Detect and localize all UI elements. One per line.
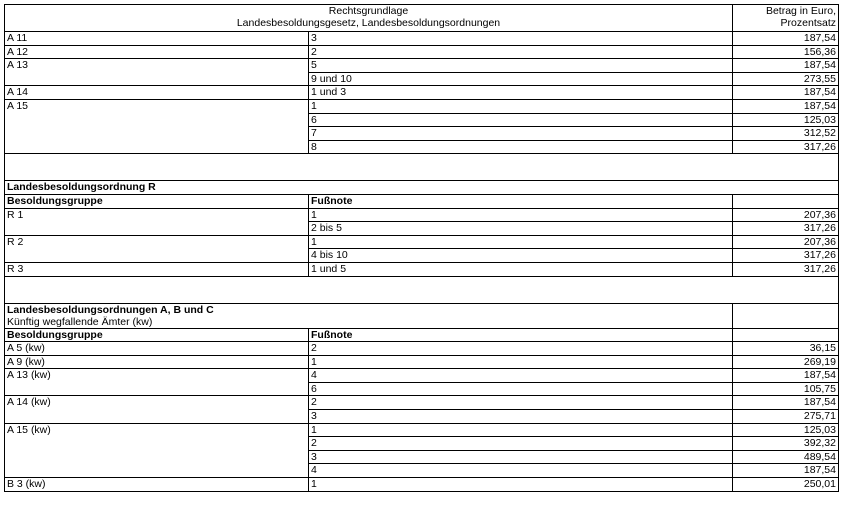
note-cell: 4 xyxy=(309,464,733,478)
amount-header-line2: Prozentsatz xyxy=(780,17,836,29)
col-header-note: Fußnote xyxy=(309,328,733,342)
amount-cell: 317,26 xyxy=(733,222,839,236)
amount-cell: 273,55 xyxy=(733,72,839,86)
note-cell: 4 bis 10 xyxy=(309,249,733,263)
section-title-cell xyxy=(5,303,733,328)
section-title: Landesbesoldungsordnungen A, B und C xyxy=(7,303,214,316)
group-cell: R 3 xyxy=(5,262,309,276)
group-cell: A 15 (kw) xyxy=(5,423,309,477)
spacer-row xyxy=(5,154,839,181)
amount-cell: 317,26 xyxy=(733,262,839,276)
col-header-group: Besoldungsgruppe xyxy=(5,328,309,342)
amount-cell: 275,71 xyxy=(733,410,839,424)
group-cell: A 11 xyxy=(5,32,309,46)
spacer-row xyxy=(5,276,839,303)
group-cell: A 13 xyxy=(5,59,309,86)
amount-cell: 125,03 xyxy=(733,113,839,127)
table-row xyxy=(5,478,839,492)
amount-cell: 312,52 xyxy=(733,127,839,141)
amount-cell: 156,36 xyxy=(733,45,839,59)
note-cell: 7 xyxy=(309,127,733,141)
table-row xyxy=(5,59,839,73)
note-cell: 1 xyxy=(309,208,733,222)
amount-cell: 105,75 xyxy=(733,382,839,396)
amount-cell: 489,54 xyxy=(733,450,839,464)
amount-cell: 317,26 xyxy=(733,140,839,154)
amount-cell: 187,54 xyxy=(733,369,839,383)
note-cell: 4 xyxy=(309,369,733,383)
group-cell: A 12 xyxy=(5,45,309,59)
note-cell: 2 xyxy=(309,45,733,59)
note-cell: 3 xyxy=(309,450,733,464)
amount-cell: 250,01 xyxy=(733,478,839,492)
table-row xyxy=(5,208,839,222)
col-header-amount xyxy=(733,194,839,208)
section-title-row xyxy=(5,303,839,328)
table-row xyxy=(5,45,839,59)
table-row xyxy=(5,32,839,46)
legal-basis-line2: Landesbesoldungsgesetz, Landesbesoldungsordnungen xyxy=(236,17,501,29)
table-row xyxy=(5,369,839,383)
note-cell: 8 xyxy=(309,140,733,154)
note-cell: 1 xyxy=(309,355,733,369)
group-cell: A 14 xyxy=(5,86,309,100)
col-header-note: Fußnote xyxy=(309,194,733,208)
amount-cell: 187,54 xyxy=(733,32,839,46)
amount-cell: 187,54 xyxy=(733,59,839,73)
amount-cell: 187,54 xyxy=(733,464,839,478)
amount-cell: 125,03 xyxy=(733,423,839,437)
table-row xyxy=(5,355,839,369)
amount-header xyxy=(733,5,839,32)
group-cell: R 2 xyxy=(5,235,309,262)
group-cell: A 9 (kw) xyxy=(5,355,309,369)
note-cell: 2 bis 5 xyxy=(309,222,733,236)
note-cell: 3 xyxy=(309,32,733,46)
column-header-row xyxy=(5,194,839,208)
note-cell: 5 xyxy=(309,59,733,73)
col-header-amount xyxy=(733,328,839,342)
section-title-row xyxy=(5,181,839,195)
table-row xyxy=(5,396,839,410)
note-cell: 2 xyxy=(309,342,733,356)
amount-cell: 207,36 xyxy=(733,235,839,249)
table-row xyxy=(5,86,839,100)
table-row xyxy=(5,423,839,437)
col-header-group: Besoldungsgruppe xyxy=(5,194,309,208)
section-subtitle: Künftig wegfallende Ämter (kw) xyxy=(7,315,153,328)
table-row xyxy=(5,99,839,113)
spacer-cell xyxy=(5,154,839,181)
group-cell: A 13 (kw) xyxy=(5,369,309,396)
amount-header-line1: Betrag in Euro, xyxy=(765,5,836,17)
note-cell: 1 xyxy=(309,423,733,437)
amount-cell: 207,36 xyxy=(733,208,839,222)
section-title-amount xyxy=(733,303,839,328)
legal-basis-header xyxy=(5,5,733,32)
group-cell: A 14 (kw) xyxy=(5,396,309,423)
amount-cell: 36,15 xyxy=(733,342,839,356)
note-cell: 2 xyxy=(309,437,733,451)
group-cell: A 15 xyxy=(5,99,309,153)
header-row xyxy=(5,5,839,32)
note-cell: 1 xyxy=(309,99,733,113)
group-cell: A 5 (kw) xyxy=(5,342,309,356)
amount-cell: 317,26 xyxy=(733,249,839,263)
note-cell: 3 xyxy=(309,410,733,424)
note-cell: 6 xyxy=(309,113,733,127)
table-body xyxy=(5,5,839,492)
amount-cell: 187,54 xyxy=(733,396,839,410)
section-title: Landesbesoldungsordnung R xyxy=(5,181,839,195)
amount-cell: 392,32 xyxy=(733,437,839,451)
salary-supplement-table xyxy=(4,4,839,492)
group-cell: R 1 xyxy=(5,208,309,235)
note-cell: 1 und 5 xyxy=(309,262,733,276)
note-cell: 2 xyxy=(309,396,733,410)
amount-cell: 269,19 xyxy=(733,355,839,369)
note-cell: 1 xyxy=(309,478,733,492)
legal-basis-line1: Rechtsgrundlage xyxy=(328,5,409,17)
note-cell: 6 xyxy=(309,382,733,396)
table-row xyxy=(5,342,839,356)
amount-cell: 187,54 xyxy=(733,86,839,100)
note-cell: 1 und 3 xyxy=(309,86,733,100)
note-cell: 9 und 10 xyxy=(309,72,733,86)
spacer-cell xyxy=(5,276,839,303)
column-header-row xyxy=(5,328,839,342)
amount-cell: 187,54 xyxy=(733,99,839,113)
note-cell: 1 xyxy=(309,235,733,249)
table-row xyxy=(5,262,839,276)
table-row xyxy=(5,235,839,249)
group-cell: B 3 (kw) xyxy=(5,478,309,492)
